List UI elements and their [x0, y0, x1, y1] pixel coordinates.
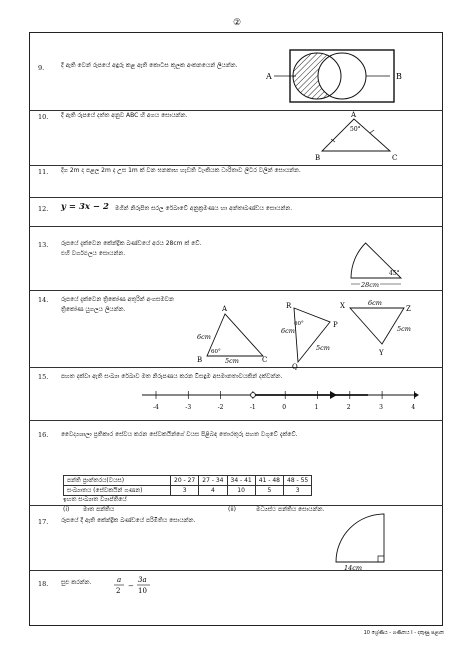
vertex-label: C	[262, 356, 268, 364]
number-line-tick-label: 4	[411, 404, 416, 411]
question-number: 14.	[38, 296, 49, 304]
part-mark: (ii)	[228, 506, 237, 513]
triangle-abc	[312, 111, 404, 163]
number-line-tick-label: 3	[379, 404, 383, 411]
question-text: සුළු කරන්න.	[61, 579, 92, 586]
angle-label: 50°	[350, 126, 361, 133]
side-label: 6cm	[368, 299, 382, 307]
page-number: ②	[232, 18, 242, 28]
number-line-tick-label: -3	[185, 404, 192, 411]
vertex-label: P	[333, 321, 338, 329]
frequency-table	[63, 475, 312, 496]
question-text: පහත දක්වා ඇති සංඛ්‍යා රේඛාව මත නිරූපණය කරන විසඳුම අසමානතාවයකින් දක්වන්න.	[61, 373, 283, 380]
set-label-b: B	[396, 72, 402, 81]
vertex-label: A	[351, 111, 357, 119]
question-text: ත්‍රිකෝණ යුගලය ලියන්න.	[61, 306, 126, 313]
class-cell: 34 - 41	[227, 476, 255, 486]
radius-label: 28cm	[361, 281, 380, 289]
question-text: එහි වර්ගඵලය සොයන්න.	[61, 250, 126, 257]
question-text: මගින් නිරූපිත සරල රේඛාවේ අනුක්‍රමණය හා අන්තඃඛණ්ඩය සොයන්න.	[115, 205, 293, 212]
question-number: 12.	[38, 205, 49, 213]
number-line-tick-label: 2	[346, 404, 351, 411]
angle-label: 60°	[294, 321, 304, 327]
frac-den: 2	[116, 587, 121, 595]
vertex-label: C	[392, 154, 398, 162]
class-cell: 41 - 48	[255, 476, 283, 486]
fraction-expression	[110, 573, 170, 599]
angle-label: 60°	[211, 349, 221, 355]
question-text: දී ඇති වෙන් රූපයේ අඳුරු කළ ඇති කොටස කුලක අංකනයෙන් ලියන්න.	[61, 62, 238, 69]
vertex-label: Q	[292, 363, 298, 370]
frac-num: 3a	[138, 576, 147, 584]
side-label: 6cm	[197, 333, 211, 341]
number-line-tick-label: -2	[217, 404, 224, 411]
question-number: 11.	[38, 168, 49, 176]
number-line-tick-label: -4	[153, 404, 159, 411]
vertex-label: A	[222, 305, 228, 313]
page-footer: 10 ශ්‍රේණිය - ගණිතය I - දකුණු පළාත	[363, 630, 444, 636]
number-line-tick-label: 0	[282, 404, 287, 411]
part-mark: (i)	[63, 506, 70, 513]
row-divider	[29, 290, 443, 291]
freq-cell: 4	[199, 486, 227, 496]
table-row	[64, 476, 312, 486]
freq-cell: 3	[284, 486, 312, 496]
venn-diagram	[262, 46, 414, 106]
row-divider	[29, 226, 443, 227]
side-label: 6cm	[281, 327, 295, 335]
question-text: රූපයේ දැක්වෙන කේන්ද්‍රික ඛණ්ඩයේ අරය 28cm ක් වේ.	[61, 240, 202, 247]
set-label-a: A	[266, 72, 272, 81]
row-divider	[29, 367, 443, 368]
frac-den: 10	[138, 587, 147, 595]
question-number: 15.	[38, 373, 49, 381]
triangle-abc	[195, 300, 275, 364]
side-label: 5cm	[397, 325, 411, 333]
vertex-label: R	[286, 302, 292, 310]
question-number: 9.	[38, 64, 45, 72]
row-header: පන්ති ප්‍රාන්තරය(වයස)	[64, 476, 171, 486]
row-header: සංඛ්‍යාතය (සේවකයින් ගණන)	[64, 486, 171, 496]
frac-num: a	[117, 576, 122, 584]
freq-cell: 10	[227, 486, 255, 496]
table-prompt: ඉහත සංඛ්‍යාත ව්‍යාප්තියේ	[63, 496, 127, 503]
row-divider	[29, 570, 443, 571]
question-number: 10.	[38, 113, 49, 121]
minus-sign: −	[128, 582, 134, 590]
freq-cell: 3	[171, 486, 199, 496]
row-divider	[29, 197, 443, 198]
number-line-tick-label: -1	[249, 404, 256, 411]
vertex-label: B	[315, 154, 321, 162]
class-cell: 27 - 34	[199, 476, 227, 486]
question-text: දිග 2m ද පළල 2m ද උස 1m ක් වන ඝනකාභ හැඩති ටැංකියක ධාරිතාව ලීටර වලින් සොයන්න.	[61, 167, 301, 174]
table-row	[64, 486, 312, 496]
number-line-tick-label: 1	[314, 404, 319, 411]
question-text: රූපයේ දී ඇති කේන්ද්‍රික ඛණ්ඩයේ පරිමිතිය සොයන්න.	[61, 517, 196, 524]
row-divider	[29, 420, 443, 421]
freq-cell: 5	[255, 486, 283, 496]
question-number: 17.	[38, 518, 49, 526]
question-number: 18.	[38, 580, 49, 588]
side-label: 5cm	[316, 344, 330, 352]
question-text: දී ඇති රූපයේ දත්ත අනුව ABC හි අගය සොයන්න.	[61, 112, 188, 119]
equation: y = 3x − 2	[61, 202, 109, 212]
class-cell: 48 - 55	[284, 476, 312, 486]
class-cell: 20 - 27	[171, 476, 199, 486]
row-divider	[29, 165, 443, 166]
radius-label: 14cm	[344, 564, 363, 570]
side-label: 5cm	[225, 357, 239, 364]
sector-diagram	[335, 238, 415, 290]
part-text: මධ්‍යස්ථ පන්තිය සොයන්න.	[256, 506, 325, 513]
question-text: රූපයේ දැක්වෙන ත්‍රිකෝණ අතුරින් අංගසමවන	[61, 296, 174, 303]
question-number: 13.	[38, 241, 49, 249]
question-number: 16.	[38, 431, 49, 439]
question-text: වෛද්‍යශාලා ප්‍රතිකාර සේවය කරන සේවකයින්ගේ වයස පිළිබඳ තොරතුරු පහත වගුවේ දැක්වේ.	[61, 431, 298, 438]
vertex-label: Y	[379, 349, 384, 357]
part-text: මාත පන්තිය	[83, 506, 115, 513]
quadrant-diagram	[330, 508, 420, 570]
triangle-xzy	[338, 296, 418, 360]
vertex-label: X	[340, 302, 345, 310]
vertex-label: Z	[406, 305, 411, 313]
number-line	[140, 385, 420, 415]
angle-label: 45°	[389, 270, 400, 277]
vertex-label: B	[197, 356, 203, 364]
